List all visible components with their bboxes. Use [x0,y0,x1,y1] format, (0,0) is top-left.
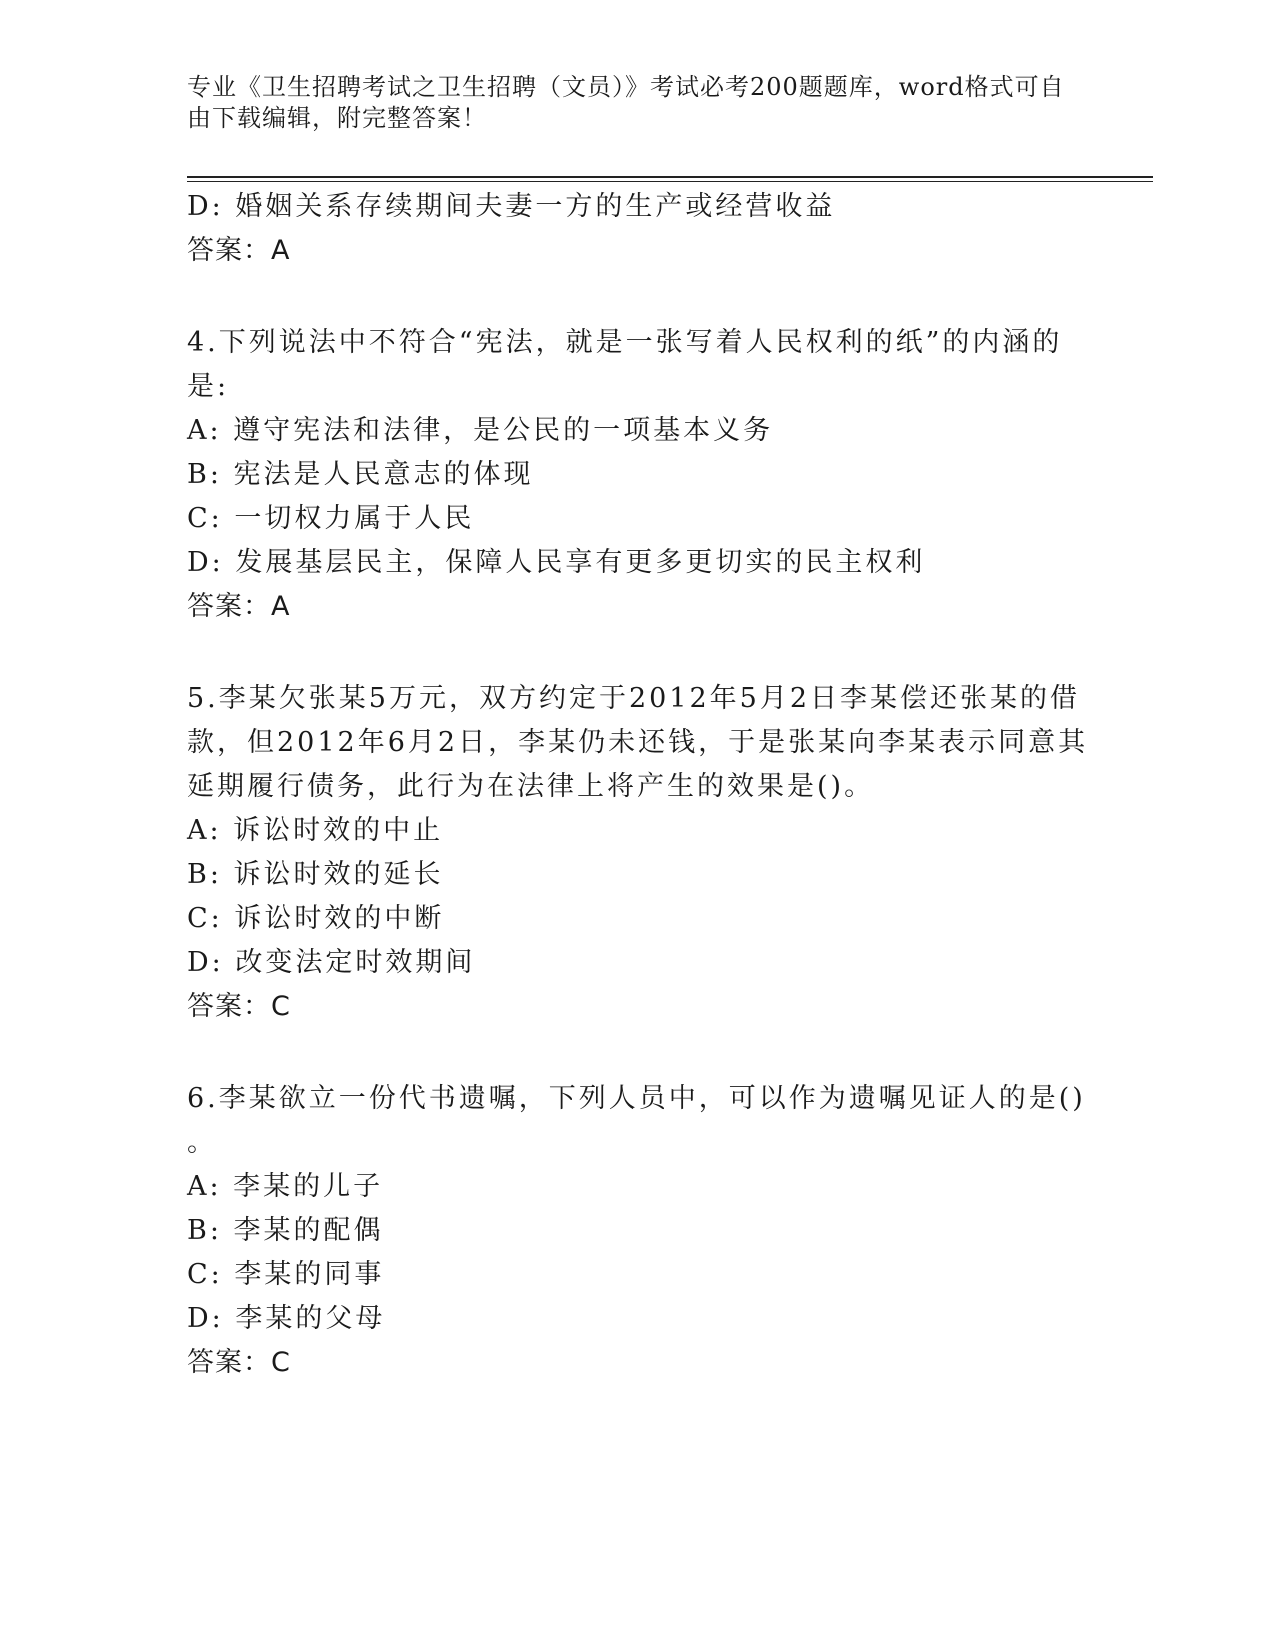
prev-option-d: D: 婚姻关系存续期间夫妻一方的生产或经营收益 [187,191,836,222]
q4-option-a: A: 遵守宪法和法律，是公民的一项基本义务 [187,415,774,446]
prev-answer: 答案：A [187,235,291,266]
q6-stem-line-2: 。 [187,1127,217,1158]
q5-stem-line-3: 延期履行债务，此行为在法律上将产生的效果是()。 [187,771,875,802]
q5-option-d: D: 改变法定时效期间 [187,947,476,978]
document-header [187,72,1067,134]
header-rule-thick [187,176,1153,178]
q5-stem-line-1: 5.李某欠张某5万元，双方约定于2012年5月2日李某偿还张某的借 [187,683,1081,714]
q5-stem-line-2: 款，但2012年6月2日，李某仍未还钱，于是张某向李某表示同意其 [187,727,1089,758]
q4-option-d: D: 发展基层民主，保障人民享有更多更切实的民主权利 [187,547,926,578]
q4-option-b: B: 宪法是人民意志的体现 [187,459,534,490]
q6-option-a: A: 李某的儿子 [187,1171,384,1202]
q4-stem-line-2: 是: [187,371,230,402]
q5-option-c: C: 诉讼时效的中断 [187,903,445,934]
q4-answer: 答案：A [187,591,291,622]
q6-answer: 答案：C [187,1347,291,1378]
q5-option-a: A: 诉讼时效的中止 [187,815,444,846]
q6-option-d: D: 李某的父母 [187,1303,386,1334]
q4-stem-line-1: 4.下列说法中不符合“宪法，就是一张写着人民权利的纸”的内涵的 [187,327,1063,358]
q6-option-b: B: 李某的配偶 [187,1215,384,1246]
header-rule-thin [187,181,1153,182]
q5-answer: 答案：C [187,991,291,1022]
q6-stem-line-1: 6.李某欲立一份代书遗嘱，下列人员中，可以作为遗嘱见证人的是() [187,1083,1086,1114]
header-line-2: 由下载编辑，附完整答案！ [187,104,487,132]
q6-option-c: C: 李某的同事 [187,1259,385,1290]
header-line-1: 专业《卫生招聘考试之卫生招聘（文员）》考试必考200题题库，word格式可自 [187,73,1065,101]
q4-option-c: C: 一切权力属于人民 [187,503,475,534]
q5-option-b: B: 诉讼时效的延长 [187,859,444,890]
